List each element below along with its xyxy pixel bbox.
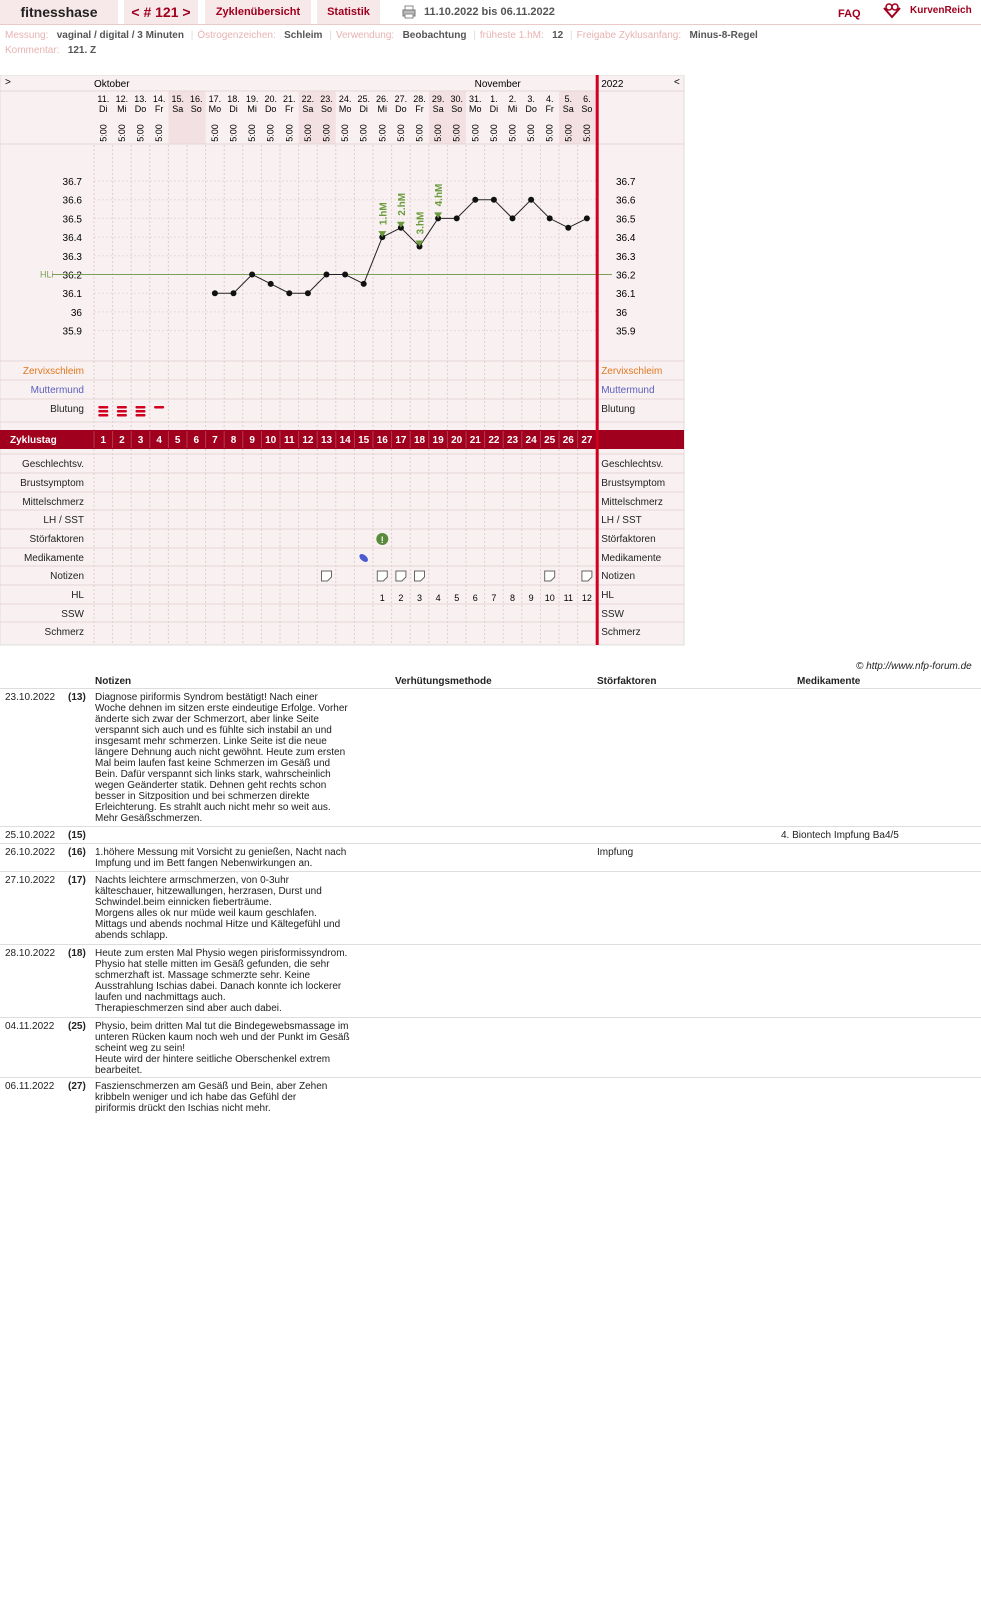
weekday-label: Do <box>264 104 277 114</box>
bleeding-mark <box>154 406 164 409</box>
chart-background <box>0 75 684 645</box>
release-label: Freigabe Zyklusanfang: <box>576 30 682 41</box>
date-range: 11.10.2022 bis 06.11.2022 <box>424 6 555 18</box>
date-label: 1. <box>490 94 498 104</box>
hl-number: 6 <box>472 593 478 603</box>
hl-number: 8 <box>509 593 516 603</box>
date-label: 2. <box>508 94 517 104</box>
cycle-day-number: 19 <box>432 435 444 446</box>
time-label: 5:00 <box>209 124 220 142</box>
cycle-day-number: 25 <box>544 435 556 446</box>
row-label-lh: LH / SST <box>43 515 84 526</box>
date-label: 17. <box>208 94 222 104</box>
cycle-day-number: 18 <box>413 435 426 446</box>
cycle-day-number: 10 <box>265 435 277 446</box>
hl-number: 3 <box>416 593 423 603</box>
y-tick-left: 36.7 <box>62 177 82 188</box>
date-label: 16. <box>190 94 203 104</box>
cycle-day-number: 2 <box>119 435 125 446</box>
row-label-stoer: Störfaktoren <box>29 534 84 545</box>
notes-header: Notizen <box>95 676 132 687</box>
cycle-day-number: 13 <box>320 435 333 446</box>
time-label: 5:00 <box>488 124 499 142</box>
date-label: 29. <box>431 94 445 104</box>
date-label: 28. <box>413 94 426 104</box>
time-label: 5:00 <box>247 124 258 142</box>
cycle-day-number: 15 <box>358 435 370 446</box>
time-label: 5:00 <box>284 124 295 142</box>
note-row <box>0 843 981 871</box>
faq-link[interactable]: FAQ <box>838 8 861 20</box>
bleeding-mark <box>98 414 108 417</box>
nav-left-icon: > <box>5 77 11 88</box>
row-label-right-geschlecht: Geschlechtsv. <box>601 459 664 470</box>
row-label-medi: Medikamente <box>23 553 84 564</box>
month-label: November <box>474 79 521 90</box>
date-label: 5. <box>564 94 573 104</box>
note-row <box>0 871 981 944</box>
usage-value: Beobachtung <box>402 30 467 41</box>
row-label-notizen: Notizen <box>50 571 84 582</box>
print-icon[interactable] <box>402 5 416 19</box>
row-label-right-muttermund: Muttermund <box>601 385 655 396</box>
hl-number: 10 <box>544 593 555 603</box>
y-tick-right: 36.3 <box>616 251 636 263</box>
note-cycle-day: (18) <box>68 948 86 959</box>
row-label-right-notizen: Notizen <box>601 571 636 582</box>
y-tick-left: 36.3 <box>62 251 82 263</box>
year-label: 2022 <box>601 79 624 90</box>
earliest-label: früheste 1.hM: <box>479 30 544 41</box>
note-date: 04.11.2022 <box>5 1021 55 1032</box>
hl-number: 4 <box>435 593 441 603</box>
weekday-label: So <box>581 104 593 114</box>
note-medication: 4. Biontech Impfung Ba4/5 <box>781 830 899 841</box>
note-row <box>0 826 981 843</box>
note-text: Heute zum ersten Mal Physio wegen pirisformissyndrom. Physio hat stelle mitten im Gesäß gefunden, die sehr schmerzhaft ist. Massage schmerzte sehr. Keine Ausstrahlung Ischias dabei. Danach konnte ich lockerer laufen und nachmittags auch. Therapieschmerzen sind aber auch dabei. <box>95 948 348 1014</box>
cycle-day-number: 1 <box>100 435 107 446</box>
method-header: Verhütungsmethode <box>395 676 492 687</box>
date-label: 3. <box>527 94 535 104</box>
high-temp-label: 2.hM <box>396 192 408 216</box>
temperature-point <box>491 197 497 203</box>
row-label-right-stoer: Störfaktoren <box>601 534 656 545</box>
weekday-label: Sa <box>562 104 574 114</box>
y-tick-right: 36 <box>616 307 628 319</box>
temperature-point <box>231 290 237 296</box>
y-tick-left: 35.9 <box>62 326 82 338</box>
cycle-day-number: 20 <box>451 435 463 446</box>
y-tick-right: 36.6 <box>616 195 636 207</box>
cycle-day-number: 12 <box>302 435 314 446</box>
row-label-brust: Brustsymptom <box>20 478 84 489</box>
note-text: Nachts leichtere armschmerzen, von 0-3uhr kälteschauer, hitzewallungen, herzrasen, Durst und Schwindel.beim einnicken fieberträume. Morgens alles ok nur müde weil kaum geschlafen. Mittags und abends nochmal Hitze und Kältegefühl und abends schlapp. <box>95 875 341 941</box>
date-label: 22. <box>301 94 315 104</box>
high-temp-label: 4.hM <box>434 183 446 207</box>
weekday-label: Do <box>395 104 407 114</box>
time-label: 5:00 <box>340 124 351 142</box>
date-label: 15. <box>171 94 184 104</box>
weekday-label: Fr <box>545 104 554 114</box>
note-text: Physio, beim dritten Mal tut die Bindegewebsmassage im unteren Rücken kaum noch weh und der Punkt im Gesäß scheint weg zu sein! Heute wird der hintere seitliche Oberschenkel extrem bearbeitet. <box>95 1021 350 1076</box>
weekday-label: Mi <box>117 104 127 114</box>
comment-info <box>5 45 96 56</box>
time-label: 5:00 <box>302 124 313 142</box>
weekday-label: Di <box>359 104 368 114</box>
measurement-info: Messung: vaginal / digital / 3 Minuten | Östrogenzeichen: Schleim | Verwendung: Beobachtung | früheste 1.hM: 12 | Freigabe Zyklusanfang: Minus-8-Regel <box>5 30 758 41</box>
temperature-point <box>510 215 516 221</box>
date-label: 6. <box>583 94 591 104</box>
temperature-point <box>528 197 534 203</box>
y-tick-left: 36.4 <box>62 233 82 245</box>
row-label-right-medi: Medikamente <box>601 553 662 564</box>
date-label: 13. <box>134 94 147 104</box>
note-row <box>0 1077 981 1118</box>
cycle-day-number: 21 <box>469 435 481 446</box>
y-tick-left: 36.5 <box>62 214 82 226</box>
hl-number: 9 <box>528 593 534 603</box>
row-label-right-ssw: SSW <box>601 609 624 620</box>
weekday-label: Fr <box>285 104 294 114</box>
cycle-day-number: 11 <box>284 435 295 446</box>
date-label: 27. <box>394 94 408 104</box>
note-text: Faszienschmerzen am Gesäß und Bein, aber Zehen kribbeln weniger und ich habe das Gefühl der piriformis drückt den Ischias nicht mehr. <box>95 1081 328 1114</box>
note-cycle-day: (25) <box>68 1021 86 1032</box>
cycle-day-number: 24 <box>525 435 537 446</box>
temperature-point <box>454 215 460 221</box>
month-label: Oktober <box>94 79 130 90</box>
cycle-day-number: 3 <box>137 435 144 446</box>
cycle-day-number: 16 <box>376 435 388 446</box>
cycle-day-number: 27 <box>581 435 593 446</box>
time-label: 5:00 <box>135 124 146 142</box>
cycle-day-number: 22 <box>488 435 500 446</box>
time-label: 5:00 <box>228 124 239 142</box>
brand-link[interactable]: KurvenReich <box>910 5 972 16</box>
note-row <box>0 688 981 826</box>
cycle-day-label: Zyklustag <box>10 435 57 446</box>
cycle-day-number: 8 <box>230 435 237 446</box>
time-label: 5:00 <box>154 124 165 142</box>
note-date: 27.10.2022 <box>5 875 56 886</box>
row-label-right-zervix: Zervixschleim <box>601 366 663 377</box>
row-label-right-schmerz: Schmerz <box>601 627 641 638</box>
row-label-mittel: Mittelschmerz <box>22 497 84 508</box>
usage-label: Verwendung: <box>335 30 395 41</box>
weekday-label: Fr <box>415 104 424 114</box>
estrogen-label: Östrogenzeichen: <box>197 30 276 41</box>
temperature-point <box>565 225 571 231</box>
note-date: 23.10.2022 <box>5 692 56 703</box>
cycle-day-number: 14 <box>339 435 351 446</box>
date-label: 12. <box>115 94 129 104</box>
time-label: 5:00 <box>321 124 332 142</box>
row-label-blutung: Blutung <box>50 404 84 415</box>
time-label: 5:00 <box>414 124 425 142</box>
y-tick-left: 36.1 <box>62 289 82 301</box>
weekday-label: Mi <box>507 104 518 114</box>
time-label: 5:00 <box>451 124 462 142</box>
weekday-label: Sa <box>432 104 444 114</box>
y-tick-right: 36.4 <box>616 233 636 245</box>
note-row <box>0 1017 981 1077</box>
note-row <box>0 944 981 1017</box>
cycle-day-number: 5 <box>174 435 181 446</box>
tab-statistics[interactable]: Statistik <box>317 0 380 24</box>
row-label-ssw: SSW <box>61 609 84 620</box>
disturbance-icon-mark: ! <box>380 535 384 545</box>
y-tick-left: 36.2 <box>62 270 82 282</box>
y-tick-right: 36.5 <box>616 214 636 226</box>
temperature-point <box>472 197 478 203</box>
weekday-label: Mi <box>377 104 388 114</box>
note-disturbance: Impfung <box>597 847 634 858</box>
comment-label: Kommentar: <box>5 45 60 56</box>
note-date: 28.10.2022 <box>5 948 56 959</box>
row-label-right-blutung: Blutung <box>601 404 636 415</box>
date-label: 20. <box>264 94 277 104</box>
time-label: 5:00 <box>544 124 555 142</box>
time-label: 5:00 <box>433 124 444 142</box>
nav-right-icon: < <box>674 77 680 88</box>
date-label: 4. <box>545 94 554 104</box>
row-label-right-hl: HL <box>601 590 614 601</box>
high-temp-label: 1.hM <box>378 202 390 226</box>
cycle-day-number: 9 <box>249 435 255 446</box>
weekday-label: Fr <box>154 104 164 114</box>
measure-value: vaginal / digital / 3 Minuten <box>56 30 184 41</box>
row-label-schmerz: Schmerz <box>44 627 84 638</box>
weekday-label: Do <box>525 104 537 114</box>
time-label: 5:00 <box>507 124 518 142</box>
temperature-point <box>268 281 274 287</box>
estrogen-value: Schleim <box>284 30 323 41</box>
temperature-point <box>324 272 330 278</box>
date-label: 26. <box>376 94 389 104</box>
high-temp-label: 3.hM <box>415 211 427 235</box>
hl-number: 12 <box>581 593 592 603</box>
weekday-label: Di <box>99 104 108 114</box>
date-label: 25. <box>357 94 370 104</box>
y-tick-right: 36.7 <box>616 177 636 188</box>
bleeding-mark <box>117 414 127 417</box>
weekday-label: So <box>190 104 202 114</box>
cycle-day-number: 4 <box>156 435 162 446</box>
time-label: 5:00 <box>98 124 109 142</box>
bleeding-mark <box>136 414 146 417</box>
y-tick-right: 36.2 <box>616 270 636 282</box>
temperature-point <box>547 215 553 221</box>
weekday-label: Sa <box>302 104 314 114</box>
temperature-point <box>212 290 218 296</box>
cycle-day-number: 23 <box>506 435 519 446</box>
date-label: 21. <box>283 94 296 104</box>
weekday-label: Sa <box>172 104 184 114</box>
date-label: 18. <box>227 94 240 104</box>
y-tick-right: 35.9 <box>616 326 636 338</box>
note-date: 26.10.2022 <box>5 847 56 858</box>
copyright: © http://www.nfp-forum.de <box>856 661 972 672</box>
temperature-point <box>286 290 292 296</box>
cycle-day-number: 7 <box>212 435 218 446</box>
username: fitnesshase <box>0 0 118 24</box>
time-label: 5:00 <box>358 124 369 142</box>
hl-number: 11 <box>563 593 573 603</box>
cycle-day-number: 17 <box>395 435 407 446</box>
coverline-label: HLi <box>40 269 54 280</box>
weekday-label: Mo <box>208 104 222 114</box>
time-label: 5:00 <box>265 124 276 142</box>
temperature-point <box>584 215 590 221</box>
tab-cycle-overview[interactable]: Zyklenübersicht <box>205 0 311 24</box>
weekday-label: Mi <box>247 104 257 114</box>
weekday-label: So <box>320 104 333 114</box>
row-label-zervix: Zervixschleim <box>22 366 84 377</box>
date-label: 11. <box>97 94 110 104</box>
measure-label: Messung: <box>5 30 49 41</box>
earliest-value: 12 <box>552 30 564 41</box>
time-label: 5:00 <box>563 124 574 142</box>
row-label-muttermund: Muttermund <box>30 385 84 396</box>
release-value: Minus-8-Regel <box>689 30 758 41</box>
y-tick-left: 36 <box>70 307 82 319</box>
bleeding-mark <box>117 410 127 413</box>
time-label: 5:00 <box>581 124 592 142</box>
bleeding-mark <box>136 406 146 409</box>
note-cycle-day: (17) <box>68 875 86 886</box>
time-label: 5:00 <box>470 124 481 142</box>
temperature-point <box>342 272 348 278</box>
row-label-geschlecht: Geschlechtsv. <box>21 459 84 470</box>
time-label: 5:00 <box>395 124 406 142</box>
note-date: 06.11.2022 <box>5 1081 55 1092</box>
temperature-point <box>305 290 311 296</box>
comment-value: 121. Z <box>67 45 97 56</box>
bleeding-mark <box>117 406 127 409</box>
cycle-chart <box>0 75 700 659</box>
y-tick-right: 36.1 <box>616 289 636 301</box>
date-label: 31. <box>469 94 482 104</box>
bleeding-mark <box>98 406 108 409</box>
cycle-navigator[interactable]: < # 121 > <box>124 0 198 24</box>
time-label: 5:00 <box>116 124 127 142</box>
date-label: 23. <box>320 94 333 104</box>
bleeding-mark <box>98 410 108 413</box>
cycle-day-number: 6 <box>193 435 200 446</box>
hl-number: 2 <box>398 593 404 603</box>
hl-number: 5 <box>454 593 460 603</box>
weekday-label: Mo <box>469 104 482 114</box>
date-label: 24. <box>338 94 352 104</box>
top-bar <box>0 0 981 25</box>
hl-number: 1 <box>379 593 385 603</box>
weekday-label: Di <box>489 104 499 114</box>
date-label: 19. <box>245 94 259 104</box>
med-header: Medikamente <box>797 676 861 687</box>
note-text: Diagnose piriformis Syndrom bestätigt! Nach einer Woche dehnen im sitzen erste eindeutige Erfolge. Vorher änderte sich zwar der Schmerzort, aber linke Seite verspannt sich auch und es fühlte sich instabil an und insgesamt mehr schmerzen. Linke Seite ist die neue längere Dehnung auch nicht gewöhnt. Heute zum ersten Mal beim laufen fast keine Schmerzen im Gesäß und Bein. Dafür verspannt sich links stark, wahrscheinlich wegen Geänderter statik. Dehnen geht rechts schon besser in Sitzposition und bei schmerzen direkte Erleichterung. Es strahlt auch nicht mehr so weit aus. Mehr Gesäßschmerzen. <box>95 692 348 824</box>
date-label: 14. <box>152 94 166 104</box>
row-label-hl: HL <box>71 590 84 601</box>
row-label-right-lh: LH / SST <box>601 515 642 526</box>
note-date: 25.10.2022 <box>5 830 56 841</box>
temperature-point <box>249 272 255 278</box>
weekday-label: Di <box>229 104 238 114</box>
weekday-label: Mo <box>338 104 352 114</box>
stoer-header: Störfaktoren <box>597 676 657 687</box>
time-label: 5:00 <box>526 124 537 142</box>
note-cycle-day: (16) <box>68 847 86 858</box>
date-label: 30. <box>450 94 463 104</box>
note-cycle-day: (27) <box>68 1081 86 1092</box>
note-cycle-day: (15) <box>68 830 86 841</box>
note-text: 1.höhere Messung mit Vorsicht zu genießen, Nacht nach Impfung und im Bett fangen Nebenwirkungen an. <box>95 847 347 869</box>
time-label: 5:00 <box>377 124 388 142</box>
row-label-right-mittel: Mittelschmerz <box>601 497 663 508</box>
row-label-right-brust: Brustsymptom <box>601 478 666 489</box>
cycle-day-number: 26 <box>562 435 574 446</box>
temperature-point <box>361 281 367 287</box>
kurvenreich-logo-icon <box>882 2 902 20</box>
y-tick-left: 36.6 <box>62 195 82 207</box>
hl-number: 7 <box>491 593 497 603</box>
weekday-label: So <box>451 104 463 114</box>
bleeding-mark <box>136 410 146 413</box>
weekday-label: Do <box>134 104 147 114</box>
note-cycle-day: (13) <box>68 692 86 703</box>
